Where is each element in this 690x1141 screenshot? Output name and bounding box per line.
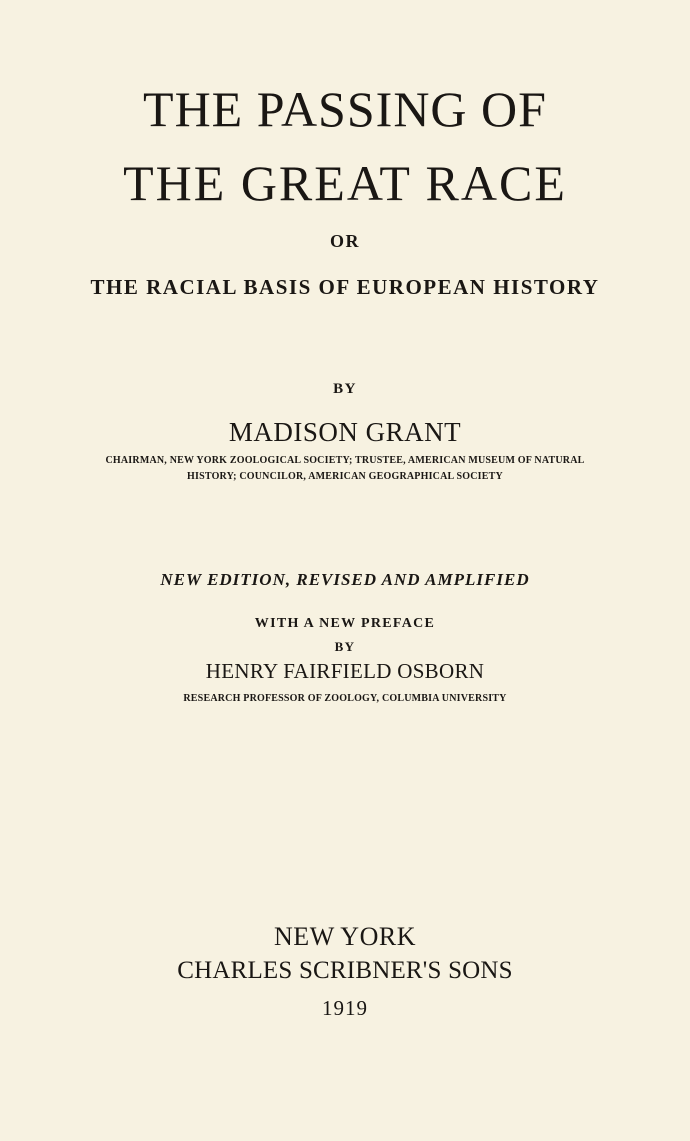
preface-author-name: HENRY FAIRFIELD OSBORN bbox=[205, 659, 485, 683]
author-name: MADISON GRANT bbox=[228, 417, 462, 447]
publisher-name: CHARLES SCRIBNER'S SONS bbox=[177, 957, 513, 984]
author-affiliation-line-1: CHAIRMAN, NEW YORK ZOOLOGICAL SOCIETY; TRUSTEE, AMERICAN MUSEUM OF NATURAL bbox=[105, 455, 585, 466]
preface-author-affiliation: RESEARCH PROFESSOR OF ZOOLOGY, COLUMBIA UNIVERSITY bbox=[183, 693, 507, 704]
edition-note: NEW EDITION, REVISED AND AMPLIFIED bbox=[160, 570, 530, 589]
author-affiliation-line-2: HISTORY; COUNCILOR, AMERICAN GEOGRAPHICAL SOCIETY bbox=[187, 471, 503, 482]
title-or: OR bbox=[330, 231, 360, 251]
book-title-line-1: THE PASSING OF bbox=[143, 81, 547, 137]
book-subtitle: THE RACIAL BASIS OF EUROPEAN HISTORY bbox=[90, 275, 600, 299]
publication-year: 1919 bbox=[322, 996, 368, 1020]
preface-by: BY bbox=[334, 639, 356, 654]
preface-note: WITH A NEW PREFACE bbox=[254, 616, 436, 631]
publication-city: NEW YORK bbox=[274, 922, 416, 951]
author-by: BY bbox=[333, 381, 357, 397]
book-title-line-2: THE GREAT RACE bbox=[123, 155, 567, 211]
